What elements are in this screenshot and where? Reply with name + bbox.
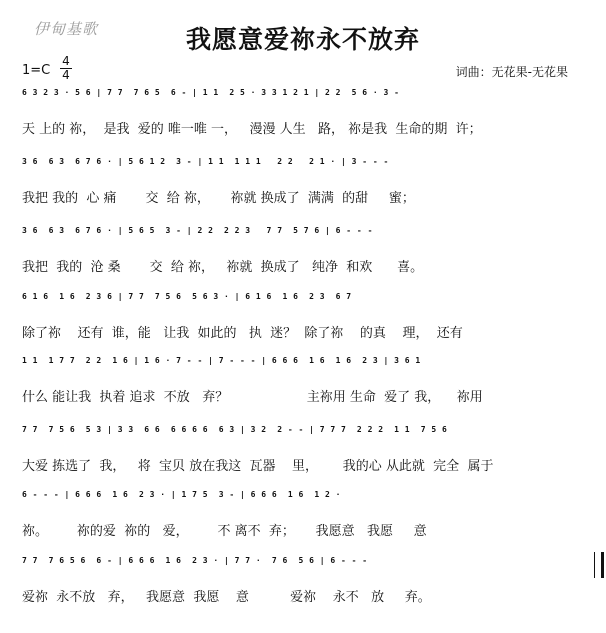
- lyrics: 爱祢 永不放 弃， 我愿意 我愿 意 爱祢 永不 放 弃。: [22, 590, 431, 605]
- notation: 7 7 7 6 5 6 6 - | 6 6 6 1 6 2 3 · | 7 7 · 7 6 5 6 | 6 - - -: [22, 556, 368, 565]
- score-row-1: [22, 88, 584, 148]
- notation: 6 - - - | 6 6 6 1 6 2 3 · | 1 7 5 3 - | 6 6 6 1 6 1 2 ·: [22, 490, 341, 499]
- lyrics: 除了祢 还有 谁，能 让我 如此的 执 迷？ 除了祢 的真 理， 还有: [22, 326, 463, 341]
- notation: 6 3 2 3 · 5 6 | 7 7 7 6 5 6 - | 1 1 2 5 · 3 3 1 2 1 | 2 2 5 6 · 3 -: [22, 88, 400, 97]
- time-signature-top: 4: [62, 54, 70, 68]
- notation: 3 6 6 3 6 7 6 · | 5 6 1 2 3 - | 1 1 1 1 1 2 2 2 1 · | 3 - - -: [22, 157, 389, 166]
- credit: 词曲：无花果-无花果: [455, 65, 568, 79]
- notation: 7 7 7 5 6 5 3 | 3 3 6 6 6 6 6 6 6 3 | 3 2 2 - - | 7 7 7 2 2 2 1 1 7 5 6: [22, 425, 448, 434]
- lyrics: 什么 能让我 执着 追求 不放 弃？ 主祢用 生命 爱了 我， 祢用: [22, 390, 483, 405]
- key-signature: 1=C: [22, 63, 51, 78]
- lyrics: 祢。 祢的爱 祢的 爱， 不 离不 弃； 我愿意 我愿 意: [22, 524, 427, 539]
- watermark: 伊甸基歌: [34, 20, 99, 38]
- final-barline: [594, 552, 604, 578]
- score-row-6: [22, 425, 584, 485]
- page-title: 我愿意爱祢永不放弃: [185, 25, 420, 54]
- lyrics: 我把 我的 心 痛 交 给 祢， 祢就 换成了 满满 的甜 蜜；: [22, 191, 415, 206]
- lyrics: 大爱 拣选了 我， 将 宝贝 放在我这 瓦器 里， 我的心 从此就 完全 属于: [22, 459, 494, 474]
- score-row-7: [22, 490, 584, 550]
- score-row-5: [22, 356, 584, 416]
- lyrics: 我把 我的 沧 桑 交 给 祢， 祢就 换成了 纯净 和欢 喜。: [22, 260, 424, 275]
- score-row-3: [22, 226, 584, 286]
- notation: 6 1 6 1 6 2 3 6 | 7 7 7 5 6 5 6 3 · | 6 1 6 1 6 2 3 6 7: [22, 292, 352, 301]
- score-row-4: [22, 292, 584, 352]
- time-signature-bottom: 4: [62, 68, 70, 82]
- score-row-2: [22, 157, 584, 217]
- notation: 3 6 6 3 6 7 6 · | 5 6 5 3 - | 2 2 2 2 3 7 7 5 7 6 | 6 - - -: [22, 226, 373, 235]
- lyrics: 天 上的 祢， 是我 爱的 唯一唯 一， 漫漫 人生 路， 祢是我 生命的期 许；: [22, 122, 482, 137]
- score-row-8: [22, 556, 584, 616]
- notation: 1 1 1 7 7 2 2 1 6 | 1 6 · 7 - - | 7 - - - | 6 6 6 1 6 1 6 2 3 | 3 6 1: [22, 356, 421, 365]
- time-signature: [60, 56, 72, 81]
